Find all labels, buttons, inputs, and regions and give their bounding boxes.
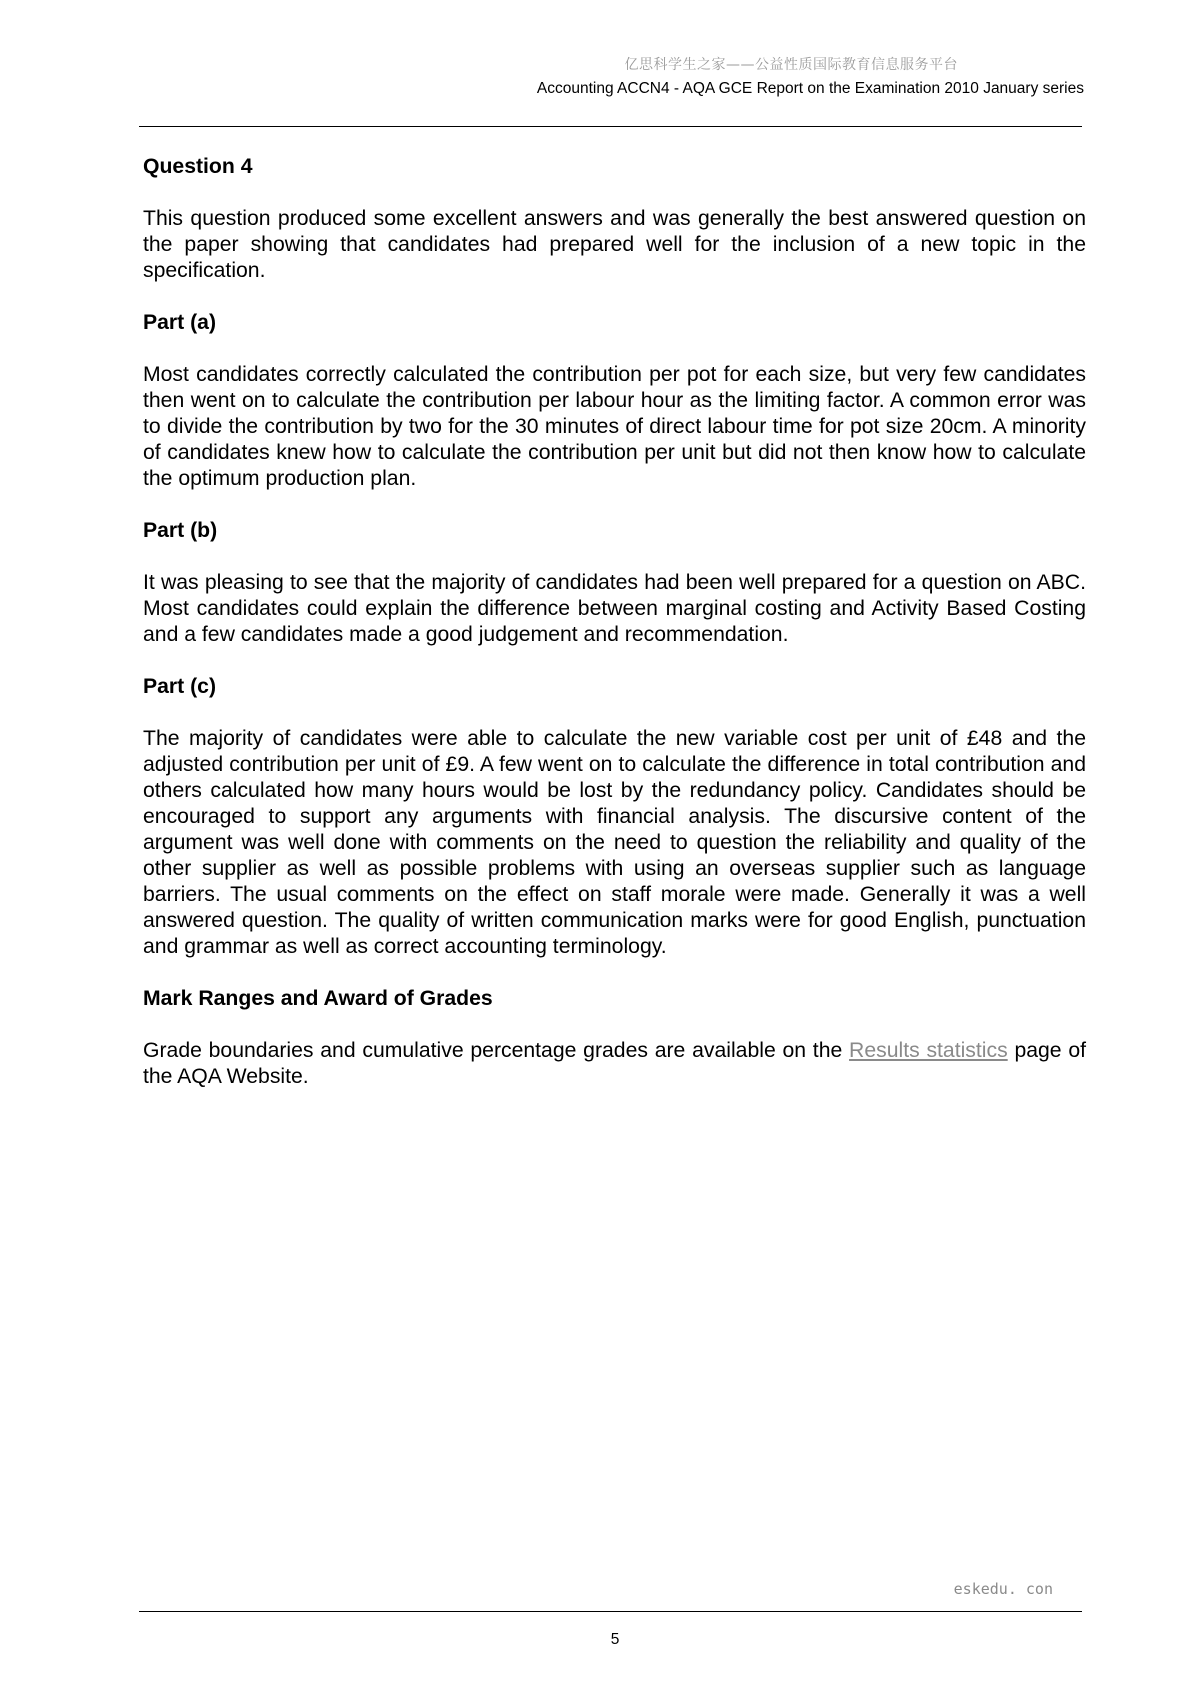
header-divider <box>139 126 1082 127</box>
results-statistics-link[interactable]: Results statistics <box>849 1039 1008 1062</box>
part-c-heading: Part (c) <box>143 675 216 698</box>
footer-divider <box>139 1611 1082 1612</box>
footer-watermark: eskedu. con <box>953 1580 1053 1598</box>
document-body <box>143 154 1086 1116</box>
running-header-title: Accounting ACCN4 - AQA GCE Report on the Examination 2010 January series <box>536 80 1084 97</box>
question-4-heading: Question 4 <box>143 155 253 178</box>
grades-paragraph <box>143 1038 1086 1090</box>
grades-text-after: page of the AQA Website. <box>143 1039 1087 1088</box>
part-a-heading: Part (a) <box>143 311 216 334</box>
part-c-paragraph: The majority of candidates were able to calculate the new variable cost per unit of £48 and the adjusted contribution per unit of £9. A few went on to calculate the difference in total contribution and others calculated how many hours would be lost by the redundancy policy. Candidates should be encouraged to support any arguments with financial analysis. The discursive content of the argument was well done with comments on the need to question the reliability and quality of the other supplier as well as possible problems with using an overseas supplier such as language barriers. The usual comments on the effect on staff morale were made. Generally it was a well answered question. The quality of written communication marks were for good English, punctuation and grammar as well as correct accounting terminology. <box>143 727 1086 958</box>
grades-heading: Mark Ranges and Award of Grades <box>143 987 493 1010</box>
part-a-paragraph: Most candidates correctly calculated the contribution per pot for each size, but very few candidates then went on to calculate the contribution per labour hour as the limiting factor. A common error was to divide the contribution by two for the 30 minutes of direct labour time for pot size 20cm. A minority of candidates knew how to calculate the contribution per unit but did not then know how to calculate the optimum production plan. <box>143 363 1086 490</box>
grades-text-before: Grade boundaries and cumulative percentage grades are available on the <box>143 1039 850 1062</box>
part-b-heading: Part (b) <box>143 519 218 542</box>
part-b-paragraph: It was pleasing to see that the majority of candidates had been well prepared for a question on ABC. Most candidates could explain the difference between marginal costing and Activity Based Costing and a few candidates made a good judgement and recommendation. <box>143 571 1086 646</box>
page-number: 5 <box>610 1631 620 1648</box>
header-watermark: 亿思科学生之家——公益性质国际教育信息服务平台 <box>624 57 958 73</box>
question-4-intro: This question produced some excellent answers and was generally the best answered question on the paper showing that candidates had prepared well for the inclusion of a new topic in the specification. <box>143 207 1086 282</box>
